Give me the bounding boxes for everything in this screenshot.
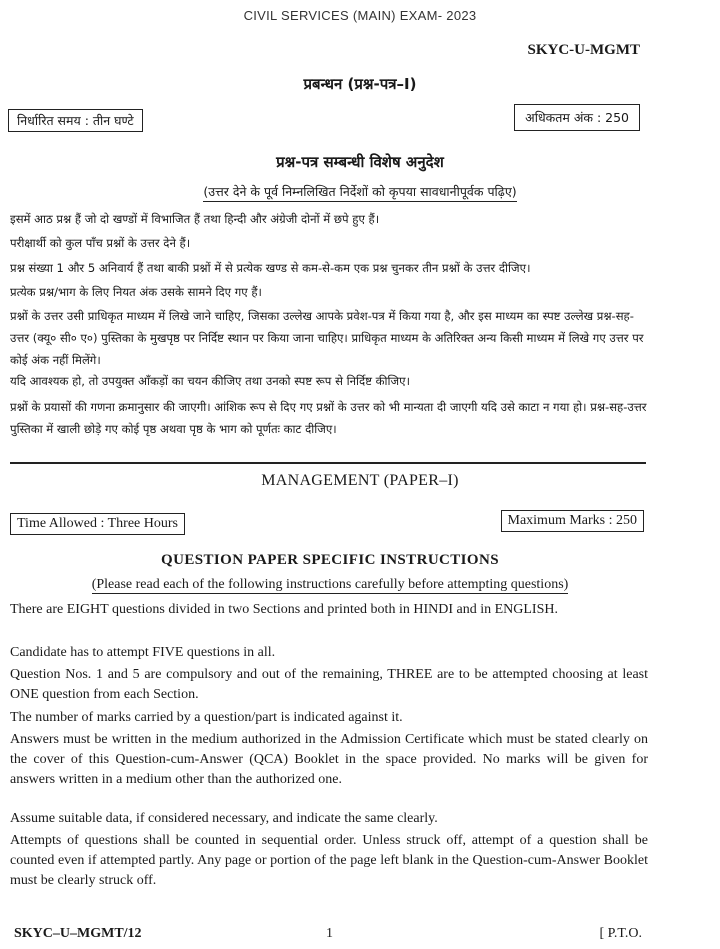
hindi-subheading-text: (उत्तर देने के पूर्व निम्नलिखित निर्देशों को कृपया सावधानीपूर्वक पढ़िए)	[203, 184, 516, 202]
paper-title: MANAGEMENT (PAPER–I)	[261, 472, 459, 489]
instruction-7: Attempts of questions shall be counted in sequential order. Unless struck off, attempt of a question shall be counted even if attempted partly. Any page or portion of the page left blank in the Question-cum-Answer Booklet must be clearly struck off.	[10, 833, 648, 888]
instruction-6: Assume suitable data, if considered necessary, and indicate the same clearly.	[10, 811, 438, 826]
hindi-instruction-6: यदि आवश्यक हो, तो उपयुक्त आँकड़ों का चयन कीजिए तथा उनको स्पष्ट रूप से निर्दिष्ट कीजिए।	[10, 374, 410, 388]
instruction-1: There are EIGHT questions divided in two Sections and printed both in HINDI and in ENGLISH.	[10, 602, 558, 617]
instruction-2: Candidate has to attempt FIVE questions in all.	[10, 645, 276, 660]
exam-header: CIVIL SERVICES (MAIN) EXAM- 2023	[243, 8, 477, 23]
instructions-heading: QUESTION PAPER SPECIFIC INSTRUCTIONS	[161, 552, 499, 568]
instructions-subheading	[0, 577, 660, 593]
hindi-instruction-1: इसमें आठ प्रश्न हैं जो दो खण्डों में विभाजित हैं तथा हिन्दी और अंग्रेजी दोनों में छपे हुए हैं।	[10, 212, 380, 226]
pto-label: [ P.T.O.	[599, 926, 642, 941]
hindi-time-allowed: निर्धारित समय : तीन घण्टे	[8, 109, 143, 132]
hindi-paper-title: प्रबन्धन (प्रश्न-पत्र–I)	[303, 75, 417, 93]
hindi-max-marks: अधिकतम अंक : 250	[514, 104, 640, 131]
instruction-4: The number of marks carried by a question/part is indicated against it.	[10, 710, 403, 725]
hindi-instruction-3: प्रश्न संख्या 1 और 5 अनिवार्य हैं तथा बाकी प्रश्नों में से प्रत्येक खण्ड से कम-से-कम एक प्रश्न चुनकर तीन प्रश्नों के उत्तर दीजिए।	[10, 261, 531, 275]
footer-paper-code: SKYC–U–MGMT/12	[14, 926, 142, 941]
time-allowed: Time Allowed : Three Hours	[10, 513, 185, 535]
instruction-3: Question Nos. 1 and 5 are compulsory and out of the remaining, THREE are to be attempted choosing at least ONE question from each Section.	[10, 667, 648, 702]
subheading-text: (Please read each of the following instructions carefully before attempting questions)	[91, 577, 569, 592]
section-divider	[10, 462, 646, 464]
page-number: 1	[326, 926, 333, 941]
paper-code: SKYC-U-MGMT	[527, 42, 640, 58]
hindi-instructions-subheading	[0, 183, 720, 200]
hindi-instructions-heading: प्रश्न-पत्र सम्बन्धी विशेष अनुदेश	[276, 153, 444, 171]
hindi-instruction-2: परीक्षार्थी को कुल पाँच प्रश्नों के उत्तर देने हैं।	[10, 236, 191, 250]
maximum-marks: Maximum Marks : 250	[501, 510, 645, 532]
hindi-instruction-7: प्रश्नों के प्रयासों की गणना क्रमानुसार की जाएगी। आंशिक रूप से दिए गए प्रश्नों के उत्तर को भी मान्यता दी जाएगी यदि उसे काटा न गया हो। प्रश्न-सह-उत्तर पुस्तिका में खाली छोड़े गए कोई पृष्ठ अथवा पृष्ठ के भाग को पूर्णतः काट दीजिए।	[10, 400, 647, 436]
hindi-instruction-5: प्रश्नों के उत्तर उसी प्राधिकृत माध्यम में लिखे जाने चाहिए, जिसका उल्लेख आपके प्रवेश-पत्र में किया गया है, और इस माध्यम का स्पष्ट उल्लेख प्रश्न-सह-उत्तर (क्यू० सी० ए०) पुस्तिका के मुखपृष्ठ पर निर्दिष्ट स्थान पर किया जाना चाहिए। प्राधिकृत माध्यम के अतिरिक्त अन्य किसी माध्यम में लिखे गए उत्तर पर कोई अंक नहीं मिलेंगे।	[10, 309, 644, 367]
instruction-5: Answers must be written in the medium authorized in the Admission Certificate which must be stated clearly on the cover of this Question-cum-Answer (QCA) Booklet in the space provided. No marks will be given for answers written in a medium other than the authorized one.	[10, 732, 648, 787]
hindi-instruction-4: प्रत्येक प्रश्न/भाग के लिए नियत अंक उसके सामने दिए गए हैं।	[10, 285, 262, 299]
